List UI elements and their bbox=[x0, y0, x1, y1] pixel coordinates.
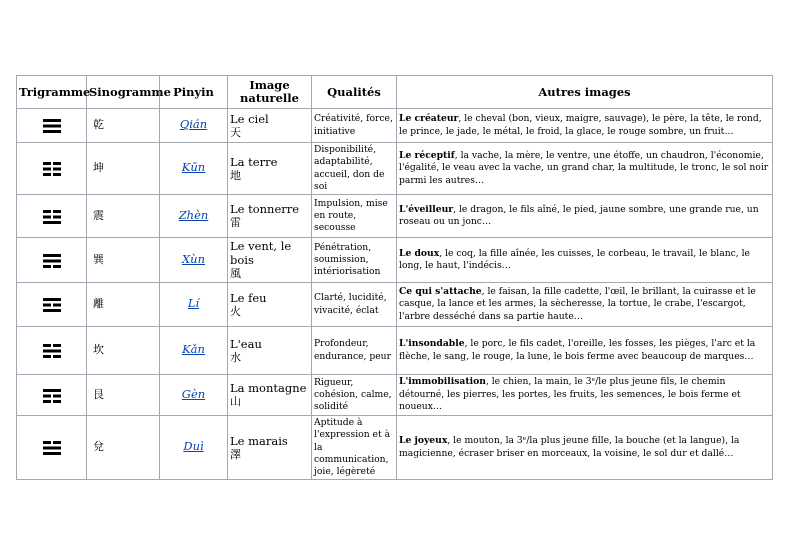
other-images-cell bbox=[397, 143, 773, 195]
image-lead: Le réceptif bbox=[399, 149, 455, 161]
qualities-text: Pénétration, soumission, intériorisation bbox=[314, 241, 381, 278]
sinogram-cell bbox=[87, 283, 160, 327]
nature-cell bbox=[228, 195, 312, 238]
yin-line-segment bbox=[53, 210, 61, 213]
other-images-cell bbox=[397, 109, 773, 143]
header-pinyin: Pinyin bbox=[160, 76, 228, 109]
yin-line-segment bbox=[43, 210, 51, 213]
yang-line bbox=[43, 221, 61, 224]
yin-line-segment bbox=[53, 441, 61, 444]
qualities-cell bbox=[312, 109, 397, 143]
other-images-cell bbox=[397, 415, 773, 479]
qualities-text: Rigueur, cohésion, calme, solidité bbox=[314, 376, 392, 413]
qualities-text: Aptitude à l'expression et à la communication, joie, légèreté bbox=[314, 416, 391, 478]
yin-line-segment bbox=[53, 215, 61, 218]
table-row bbox=[17, 415, 773, 479]
sinogram: 離 bbox=[93, 297, 104, 311]
sinogram: 艮 bbox=[93, 387, 104, 401]
image-lead: L'insondable bbox=[399, 338, 465, 350]
header-trigramme: Trigramme bbox=[17, 76, 87, 109]
sinogram-cell bbox=[87, 238, 160, 283]
yin-line-segment bbox=[53, 394, 61, 397]
trigram-icon bbox=[42, 252, 62, 269]
trigram-icon bbox=[42, 117, 62, 134]
qualities-cell bbox=[312, 238, 397, 283]
header-image-line1: Image bbox=[249, 78, 290, 92]
pinyin-link[interactable]: Zhèn bbox=[178, 207, 209, 222]
sinogram: 兌 bbox=[93, 440, 104, 454]
yin-line-segment bbox=[43, 394, 51, 397]
yin-line-segment bbox=[53, 344, 61, 347]
trigram-icon bbox=[42, 296, 62, 313]
nature-name: La montagne bbox=[230, 381, 307, 396]
image-lead: L'éveilleur bbox=[399, 203, 454, 215]
pinyin-link[interactable]: Gèn bbox=[181, 386, 206, 401]
yin-line-segment bbox=[43, 441, 51, 444]
yin-line-segment bbox=[53, 173, 61, 176]
nature-name: La terre bbox=[230, 154, 278, 169]
nature-cell bbox=[228, 415, 312, 479]
yang-line bbox=[43, 125, 61, 128]
yang-line bbox=[43, 452, 61, 455]
yin-line-segment bbox=[43, 304, 51, 307]
trigram-cell bbox=[17, 195, 87, 238]
nature-cell bbox=[228, 327, 312, 375]
pinyin-link[interactable]: Lí bbox=[187, 296, 200, 311]
qualities-cell bbox=[312, 195, 397, 238]
trigram-cell bbox=[17, 109, 87, 143]
sinogram-cell bbox=[87, 415, 160, 479]
other-images-cell bbox=[397, 375, 773, 416]
trigram-icon bbox=[42, 160, 62, 177]
table-row bbox=[17, 283, 773, 327]
sinogram-cell bbox=[87, 375, 160, 416]
nature-cell bbox=[228, 283, 312, 327]
nature-cell bbox=[228, 238, 312, 283]
table-row bbox=[17, 109, 773, 143]
trigram-cell bbox=[17, 238, 87, 283]
pinyin-cell bbox=[160, 375, 228, 416]
pinyin-link[interactable]: Kǎn bbox=[182, 342, 205, 357]
pinyin-cell bbox=[160, 143, 228, 195]
other-images-cell bbox=[397, 327, 773, 375]
table-row bbox=[17, 238, 773, 283]
yang-line bbox=[43, 447, 61, 450]
yin-line-segment bbox=[43, 265, 51, 268]
qualities-text: Clarté, lucidité, vivacité, éclat bbox=[314, 292, 387, 316]
yang-line bbox=[43, 259, 61, 262]
qualities-text: Profondeur, endurance, peur bbox=[314, 338, 391, 362]
yin-line-segment bbox=[53, 400, 61, 403]
sinogram: 坤 bbox=[93, 161, 104, 175]
trigram-cell bbox=[17, 415, 87, 479]
image-rest: , le porc, le fils cadet, l'oreille, les fosses, les pièges, l'arc et la flèche, le sang, le rouge, la lune, le bois ferme avec beaucoup de marques… bbox=[399, 338, 756, 362]
pinyin-cell bbox=[160, 327, 228, 375]
pinyin-cell bbox=[160, 415, 228, 479]
header-qualites: Qualités bbox=[312, 76, 397, 109]
nature-sinogram: 雷 bbox=[230, 216, 241, 230]
image-rest: , le cheval (bon, vieux, maigre, sauvage), le père, la tête, le rond, le prince, le jade, le métal, le froid, la glace, le rouge sombre, un fruit… bbox=[399, 112, 762, 137]
header-autres-images: Autres images bbox=[397, 76, 773, 109]
other-images-cell bbox=[397, 238, 773, 283]
yang-line bbox=[43, 389, 61, 392]
yin-line-segment bbox=[53, 265, 61, 268]
sinogram-cell bbox=[87, 143, 160, 195]
yang-line bbox=[43, 350, 61, 353]
pinyin-cell bbox=[160, 238, 228, 283]
pinyin-cell bbox=[160, 109, 228, 143]
nature-sinogram: 火 bbox=[230, 304, 241, 318]
yin-line-segment bbox=[43, 173, 51, 176]
trigram-icon bbox=[42, 387, 62, 404]
nature-sinogram: 水 bbox=[230, 350, 241, 364]
table-row bbox=[17, 195, 773, 238]
yang-line bbox=[43, 130, 61, 133]
nature-sinogram: 澤 bbox=[230, 447, 241, 461]
image-rest: , la vache, la mère, le ventre, une étoffe, un chaudron, l'économie, l'égalité, le veau avec la vache, un grand char, la multitude, le tronc, le sol noir parmi les autres… bbox=[399, 149, 769, 186]
yang-line bbox=[43, 254, 61, 257]
image-rest: , le coq, la fille aînée, les cuisses, le corbeau, le travail, le blanc, le long, le haut, l'indécis… bbox=[399, 247, 750, 272]
qualities-cell bbox=[312, 283, 397, 327]
image-lead: Le doux bbox=[399, 247, 440, 259]
nature-name: Le marais bbox=[230, 433, 288, 448]
sinogram-cell bbox=[87, 195, 160, 238]
trigram-icon bbox=[42, 439, 62, 456]
yin-line-segment bbox=[43, 344, 51, 347]
other-images-cell bbox=[397, 195, 773, 238]
nature-name: Le feu bbox=[230, 290, 267, 305]
yang-line bbox=[43, 309, 61, 312]
image-rest: , le chien, la main, le 3ᵉ/le plus jeune fils, le chemin détourné, les pierres, les portes, les fruits, les semences, le bois ferme et noueux… bbox=[399, 376, 741, 413]
sinogram: 坎 bbox=[93, 343, 104, 357]
qualities-text: Impulsion, mise en route, secousse bbox=[314, 197, 388, 234]
nature-sinogram: 山 bbox=[230, 395, 241, 409]
sinogram: 巽 bbox=[93, 252, 104, 266]
yin-line-segment bbox=[43, 400, 51, 403]
nature-sinogram: 風 bbox=[230, 267, 241, 281]
table-row bbox=[17, 327, 773, 375]
yin-line-segment bbox=[53, 168, 61, 171]
trigram-icon bbox=[42, 342, 62, 359]
image-rest: , le mouton, la 3ᵉ/la plus jeune fille, la bouche (et la langue), la magicienne, écraser briser en morceaux, la voisine, le sol dur et dallé… bbox=[399, 435, 740, 459]
qualities-text: Créativité, force, initiative bbox=[314, 113, 393, 137]
trigram-table bbox=[16, 75, 773, 480]
pinyin-cell bbox=[160, 195, 228, 238]
yin-line-segment bbox=[43, 168, 51, 171]
nature-cell bbox=[228, 109, 312, 143]
yin-line-segment bbox=[53, 355, 61, 358]
image-lead: Le créateur bbox=[399, 112, 459, 124]
sinogram-cell bbox=[87, 109, 160, 143]
table-row bbox=[17, 143, 773, 195]
pinyin-link[interactable]: Duì bbox=[183, 439, 204, 454]
yin-line-segment bbox=[53, 304, 61, 307]
yin-line-segment bbox=[43, 215, 51, 218]
qualities-cell bbox=[312, 143, 397, 195]
qualities-cell bbox=[312, 327, 397, 375]
nature-name: Le tonnerre bbox=[230, 202, 300, 217]
qualities-cell bbox=[312, 375, 397, 416]
other-images-cell bbox=[397, 283, 773, 327]
nature-sinogram: 地 bbox=[230, 168, 241, 182]
nature-name: Le ciel bbox=[230, 111, 269, 126]
header-row bbox=[17, 76, 773, 109]
image-lead: L'immobilisation bbox=[399, 376, 486, 388]
image-lead: Ce qui s'attache bbox=[399, 285, 482, 297]
nature-sinogram: 天 bbox=[230, 125, 241, 139]
nature-cell bbox=[228, 375, 312, 416]
yang-line bbox=[43, 298, 61, 301]
sinogram: 乾 bbox=[93, 118, 104, 132]
table-row bbox=[17, 375, 773, 416]
image-rest: , le dragon, le fils aîné, le pied, jaune sombre, une grande rue, un roseau ou un jonc… bbox=[399, 203, 759, 228]
trigram-cell bbox=[17, 375, 87, 416]
image-lead: Le joyeux bbox=[399, 435, 448, 447]
pinyin-link[interactable]: Xùn bbox=[182, 251, 205, 266]
pinyin-cell bbox=[160, 283, 228, 327]
nature-name: L'eau bbox=[230, 336, 262, 351]
nature-name: Le vent, le bois bbox=[230, 239, 292, 268]
header-sinogramme: Sinogramme bbox=[87, 76, 160, 109]
header-image-naturelle bbox=[228, 76, 312, 109]
sinogram-cell bbox=[87, 327, 160, 375]
qualities-text: Disponibilité, adaptabilité, accueil, don de soi bbox=[314, 144, 385, 192]
sinogram: 震 bbox=[93, 208, 104, 222]
yang-line bbox=[43, 119, 61, 122]
trigram-cell bbox=[17, 327, 87, 375]
qualities-cell bbox=[312, 415, 397, 479]
pinyin-link[interactable]: Qián bbox=[179, 117, 208, 132]
header-image-line2: naturelle bbox=[240, 91, 299, 105]
trigram-cell bbox=[17, 283, 87, 327]
yin-line-segment bbox=[43, 355, 51, 358]
trigram-cell bbox=[17, 143, 87, 195]
image-rest: , le faisan, la fille cadette, l'œil, le brillant, la cuirasse et le casque, la lance et les armes, la sècheresse, la tortue, le crabe, l'escargot, l'arbre desséché dans sa partie haute… bbox=[399, 285, 756, 322]
yin-line-segment bbox=[53, 162, 61, 165]
trigram-icon bbox=[42, 208, 62, 225]
pinyin-link[interactable]: Kūn bbox=[181, 160, 206, 175]
nature-cell bbox=[228, 143, 312, 195]
yin-line-segment bbox=[43, 162, 51, 165]
